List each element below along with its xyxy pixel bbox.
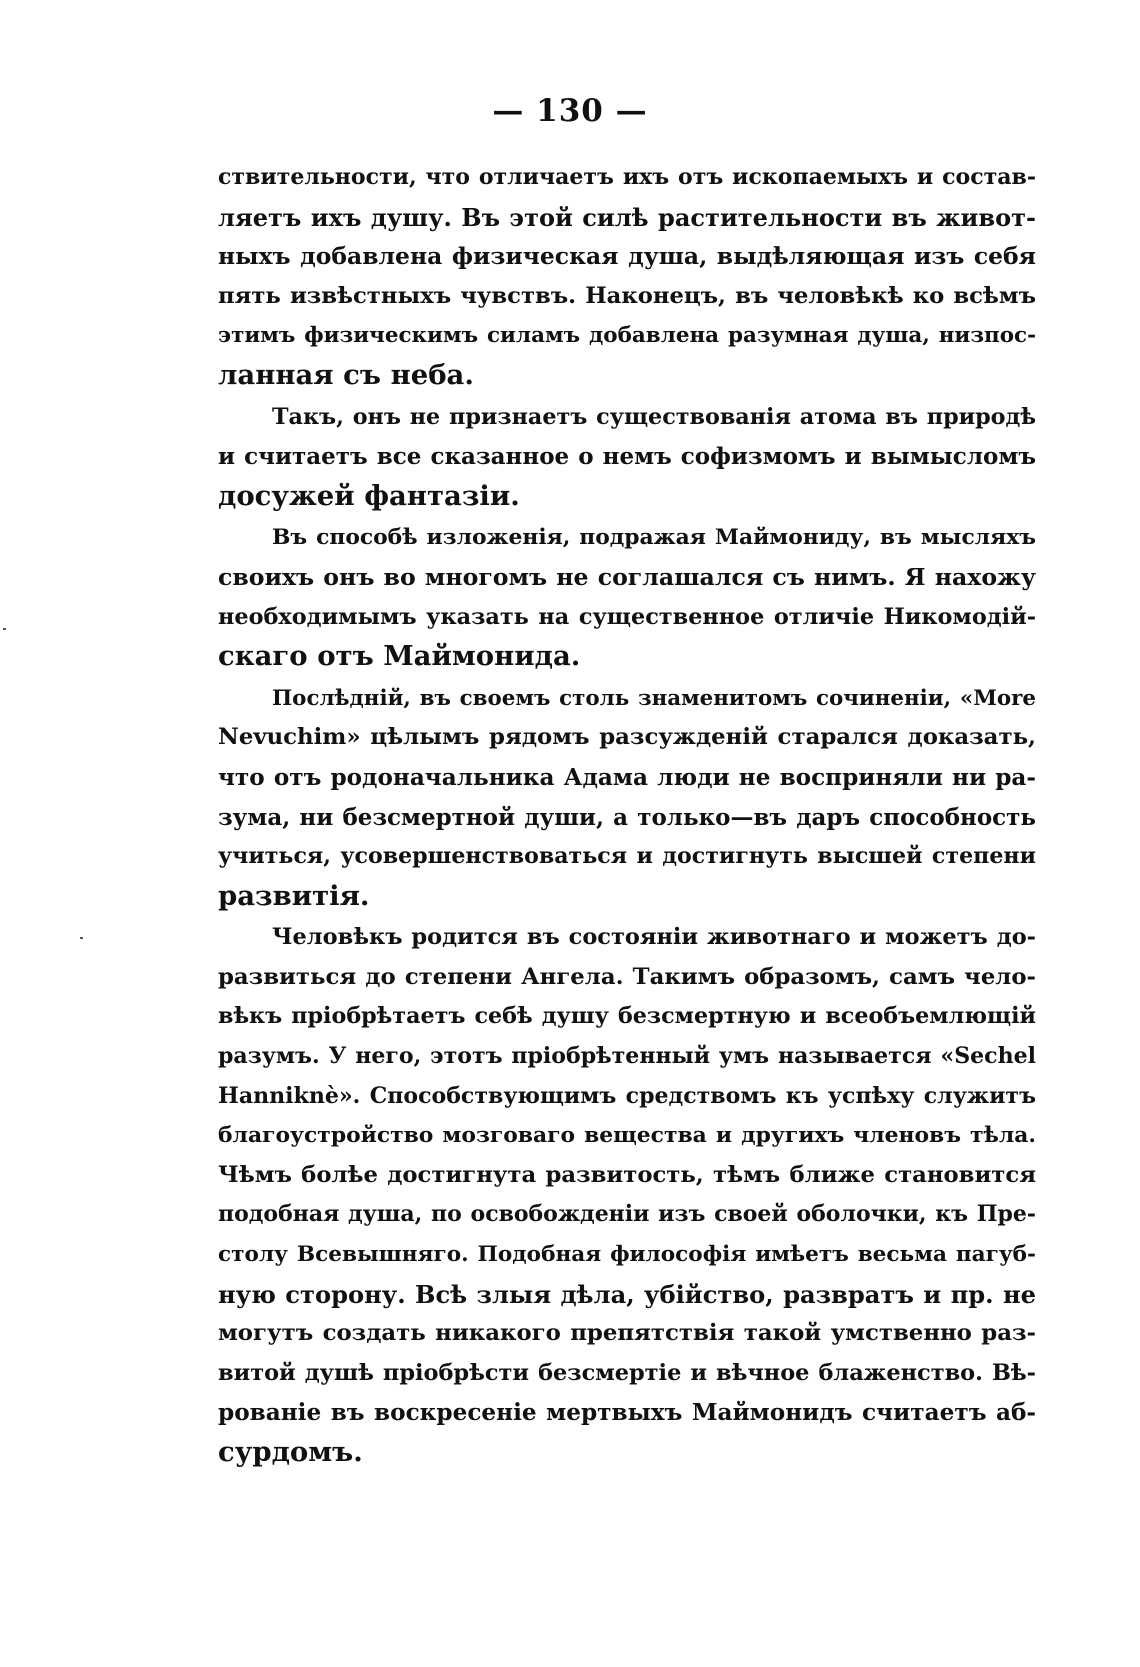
text-line: сурдомъ. [218,1436,363,1468]
text-line: разумъ. У него, этотъ пріобрѣтенный умъ называется «Sechel [218,1043,1036,1070]
text-line: Nevuchim» цѣлымъ рядомъ разсужденій старался доказать, [218,724,1036,751]
text-line: своихъ онъ во многомъ не соглашался съ нимъ. Я нахожу [218,562,1036,591]
paragraph [218,518,1036,676]
paragraph [218,918,1036,1472]
text-line: благоустройство мозговаго вещества и другихъ членовъ тѣла. [218,1122,1036,1149]
scan-speck [80,937,83,939]
text-line: необходимымъ указать на существенное отличіе Никомодій- [218,603,1036,630]
body-text [218,158,1036,1473]
text-line: рованіе въ воскресеніе мертвыхъ Маймонидъ считаетъ аб- [218,1399,1036,1427]
text-line: вѣкъ пріобрѣтаетъ себѣ душу безсмертную и всеобъемлющій [218,1003,1036,1030]
text-line: могутъ создать никакого препятствія такой умственно раз- [218,1320,1036,1347]
text-line: учиться, усовершенствоваться и достигнуть высшей степени [218,843,1036,870]
text-line: Чѣмъ болѣе достигнута развитость, тѣмъ ближе становится [218,1161,1036,1188]
text-line: скаго отъ Маймонида. [218,640,581,673]
text-line: Такъ, онъ не признаетъ существованія атома въ природѣ [272,403,1036,430]
text-line: подобная душа, по освобожденіи изъ своей оболочки, къ Пре- [218,1201,1036,1228]
text-line: и считаетъ все сказанное о немъ софизмомъ и вымысломъ [218,443,1036,471]
paragraph [218,398,1036,517]
text-line: ную сторону. Всѣ злыя дѣла, убійство, развратъ и пр. не [218,1279,1036,1309]
text-line: Hanniknè». Способствующимъ средствомъ къ успѣху служитъ [218,1082,1036,1109]
paragraph [218,158,1036,396]
text-line: что отъ родоначальника Адама люди не восприняли ни ра- [218,763,1036,791]
text-line: Въ способѣ изложенія, подражая Маймониду, въ мысляхъ [272,525,1036,551]
paragraph [218,679,1036,917]
page-number: — 130 — [492,93,648,129]
text-line: зума, ни безсмертной души, а только—въ даръ способность [218,803,1036,831]
text-line: досужей фантазіи. [218,479,520,512]
text-line: витой душѣ пріобрѣсти безсмертіе и вѣчное блаженство. Вѣ- [218,1359,1036,1386]
text-line: ныхъ добавлена физическая душа, выдѣляющая изъ себя [218,242,1036,271]
scan-speck [3,628,6,630]
text-line: Человѣкъ родится въ состояніи животнаго и можетъ до- [272,924,1036,951]
text-line: пять извѣстныхъ чувствъ. Наконецъ, въ человѣкѣ ко всѣмъ [218,282,1036,309]
text-line: столу Всевышняго. Подобная философія имѣетъ весьма пагуб- [218,1242,1036,1268]
text-line: ствительности, что отличаетъ ихъ отъ ископаемыхъ и состав- [218,164,1036,190]
text-line: развитія. [218,879,370,912]
text-line: ланная съ неба. [218,358,474,391]
text-line: этимъ физическимъ силамъ добавлена разумная душа, низпос- [218,323,1036,349]
text-line: ляетъ ихъ душу. Въ этой силѣ растительности въ живот- [218,202,1036,232]
text-line: Послѣдній, въ своемъ столь знаменитомъ сочиненіи, «More [272,685,1036,711]
text-line: развиться до степени Ангела. Такимъ образомъ, самъ чело- [218,963,1036,990]
